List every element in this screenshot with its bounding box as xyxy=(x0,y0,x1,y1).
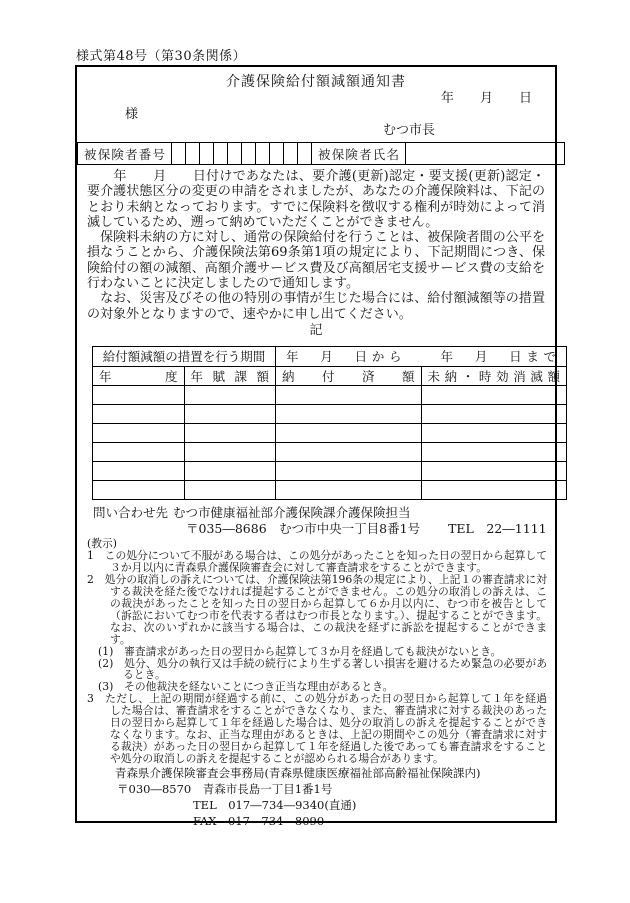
table-row xyxy=(93,404,567,423)
body-paragraph: 年 月 日付けであなたは、要介護(更新)認定・要支援(更新)認定・要介護状態区分の変更の申請をされましたが、あなたの介護保険料は、下記のとおり未納となっております。すでに保険料を徴収する権利が時効によって消滅しているため、遡って納めていただくことができません。 xyxy=(87,169,545,230)
table-row xyxy=(93,346,567,366)
table-cell xyxy=(276,404,422,423)
table-cell xyxy=(184,423,276,442)
table-cell xyxy=(184,442,276,461)
notice-item: (3) その他裁決を経ないことにつき正当な理由があるとき。 xyxy=(98,680,394,694)
addressee-honorific: 様 xyxy=(125,107,139,122)
insured-number-box xyxy=(242,143,256,165)
table-cell xyxy=(93,404,185,423)
table-cell xyxy=(276,442,422,461)
review-board-fax: FAX 017―734―8090 xyxy=(193,814,325,829)
contact-label: 問い合わせ先 xyxy=(93,504,169,520)
table-cell xyxy=(184,385,276,404)
insured-number-box xyxy=(172,143,186,165)
table-cell xyxy=(421,385,567,404)
notice-item: (1) 審査請求があった日の翌日から起算して３か月を経過しても裁決がないとき。 xyxy=(98,644,502,658)
table-cell xyxy=(184,404,276,423)
column-header: 年賦課額 xyxy=(184,366,276,385)
review-board-office: 青森県介護保険審査会事務局(青森県健康医療福祉部高齢福祉保険課内) xyxy=(115,766,481,781)
column-header: 年度 xyxy=(93,366,185,385)
reduction-table xyxy=(92,346,567,500)
table-row xyxy=(93,442,567,461)
table-row xyxy=(93,385,567,404)
body-paragraph: 保険料未納の方に対し、通常の保険給付を行うことは、被保険者間の公平を損なうことから、介護保険法第69条第1項の規定により、下記期間につき、保険給付の額の減額、高額介護サービス費及び高額居宅支援サービス費の支給を行わないことに決定しましたので通知します。 xyxy=(87,230,545,292)
table-cell xyxy=(276,385,422,404)
insured-number-box xyxy=(270,143,284,165)
insured-info-table xyxy=(77,142,565,165)
notice-item: (2) 処分、処分の執行又は手続の続行により生ずる著しい損害を避けるため緊急の必要があるとき。 xyxy=(98,656,547,682)
body-paragraph: なお、災害及びその他の特別の事情が生じた場合には、給付額減額等の措置の対象外となりますので、速やかに申し出てください。 xyxy=(87,291,545,322)
table-cell xyxy=(276,461,422,480)
table-cell xyxy=(184,461,276,480)
notice-item: 1 この処分について不服がある場合は、この処分があったことを知った日の翌日から起算して３か月以内に青森県介護保険審査会に対して審査請求をすることができます。 xyxy=(87,548,548,574)
table-row xyxy=(93,461,567,480)
insured-name-label: 被保険者氏名 xyxy=(312,143,406,165)
table-row xyxy=(93,423,567,442)
appeal-notice xyxy=(87,538,547,765)
document-title: 介護保険給付額減額通知書 xyxy=(226,74,406,90)
table-row xyxy=(93,480,567,499)
column-header: 未納・時効消滅額 xyxy=(421,366,567,385)
contact-line xyxy=(93,505,555,521)
contact-line xyxy=(186,521,555,537)
contact-office: むつ市健康福祉部介護保険課介護保険担当 xyxy=(173,504,411,520)
column-header: 納付済額 xyxy=(276,366,422,385)
table-cell xyxy=(184,480,276,499)
notice-item: 3 ただし、上記の期間が経過する前に、この処分があった日の翌日から起算して１年を経過した場合は、審査請求をすることができなくなり、また、審査請求に対する裁決のあった日の翌日から起算して１年を経過した場合は、処分の取消しの訴えを提起することができなくなります。なお、正当な理由があるときは、上記の期間やこの処分（審査請求に対する裁決）があった日の翌日から起算して１年を経過した後であっても審査請求をすることや処分の取消しの訴えを提起することが認められる場合があります。 xyxy=(87,692,547,766)
review-board-tel: TEL 017―734―9340(直通) xyxy=(193,798,357,813)
insured-number-label: 被保険者番号 xyxy=(78,143,172,165)
table-cell xyxy=(93,442,185,461)
table-cell xyxy=(421,423,567,442)
insured-number-box xyxy=(298,143,312,165)
insured-number-box xyxy=(214,143,228,165)
reduction-table-body xyxy=(93,385,567,499)
contact-block xyxy=(93,505,555,537)
insured-number-box xyxy=(200,143,214,165)
review-board-address: 〒030―8570 青森市長島一丁目1番1号 xyxy=(117,782,333,797)
table-cell xyxy=(93,461,185,480)
insured-number-box xyxy=(228,143,242,165)
table-cell xyxy=(93,423,185,442)
insured-number-box xyxy=(256,143,270,165)
ki-heading: 記 xyxy=(309,322,323,338)
notice-item: 2 処分の取消しの訴えについては、介護保険法第196条の規定により、上記１の審査請求に対する裁決を経た後でなければ提起することができません。この処分の取消しの訴えは、この裁決があったことを知った日の翌日から起算して６か月以内に、むつ市を被告として（訴訟においてむつ市を代表する者はむつ市長となります。）、提起することができます。なお、次のいずれかに該当する場合は、この裁決を経ずに訴訟を提起することができます。 xyxy=(87,572,547,646)
period-value-cell: 年 月 日から 年 月 日まで xyxy=(276,346,567,366)
table-cell xyxy=(421,404,567,423)
insured-number-box xyxy=(186,143,200,165)
contact-tel: TEL 22―1111 xyxy=(448,520,547,536)
issuer-name: むつ市長 xyxy=(383,123,436,138)
insured-name-field xyxy=(406,143,565,165)
table-header-row xyxy=(93,366,567,385)
table-cell xyxy=(421,480,567,499)
table-cell xyxy=(93,480,185,499)
insured-row xyxy=(78,143,565,165)
table-cell xyxy=(276,423,422,442)
contact-address: 〒035―8686 むつ市中央一丁目8番1号 xyxy=(186,520,421,536)
table-cell xyxy=(276,480,422,499)
notice-heading: (教示) xyxy=(87,536,118,550)
table-cell xyxy=(421,461,567,480)
form-border-box xyxy=(75,65,560,829)
period-label-cell: 給付額減額の措置を行う期間 xyxy=(93,346,276,366)
issue-date-line: 年 月 日 xyxy=(440,91,532,106)
insured-number-box xyxy=(284,143,298,165)
table-cell xyxy=(93,385,185,404)
notification-body xyxy=(87,169,545,322)
form-number-label: 様式第48号（第30条関係） xyxy=(76,49,247,64)
reduction-table-head xyxy=(93,346,567,385)
table-cell xyxy=(421,442,567,461)
review-board-block xyxy=(115,765,555,829)
notice-items xyxy=(87,550,547,765)
